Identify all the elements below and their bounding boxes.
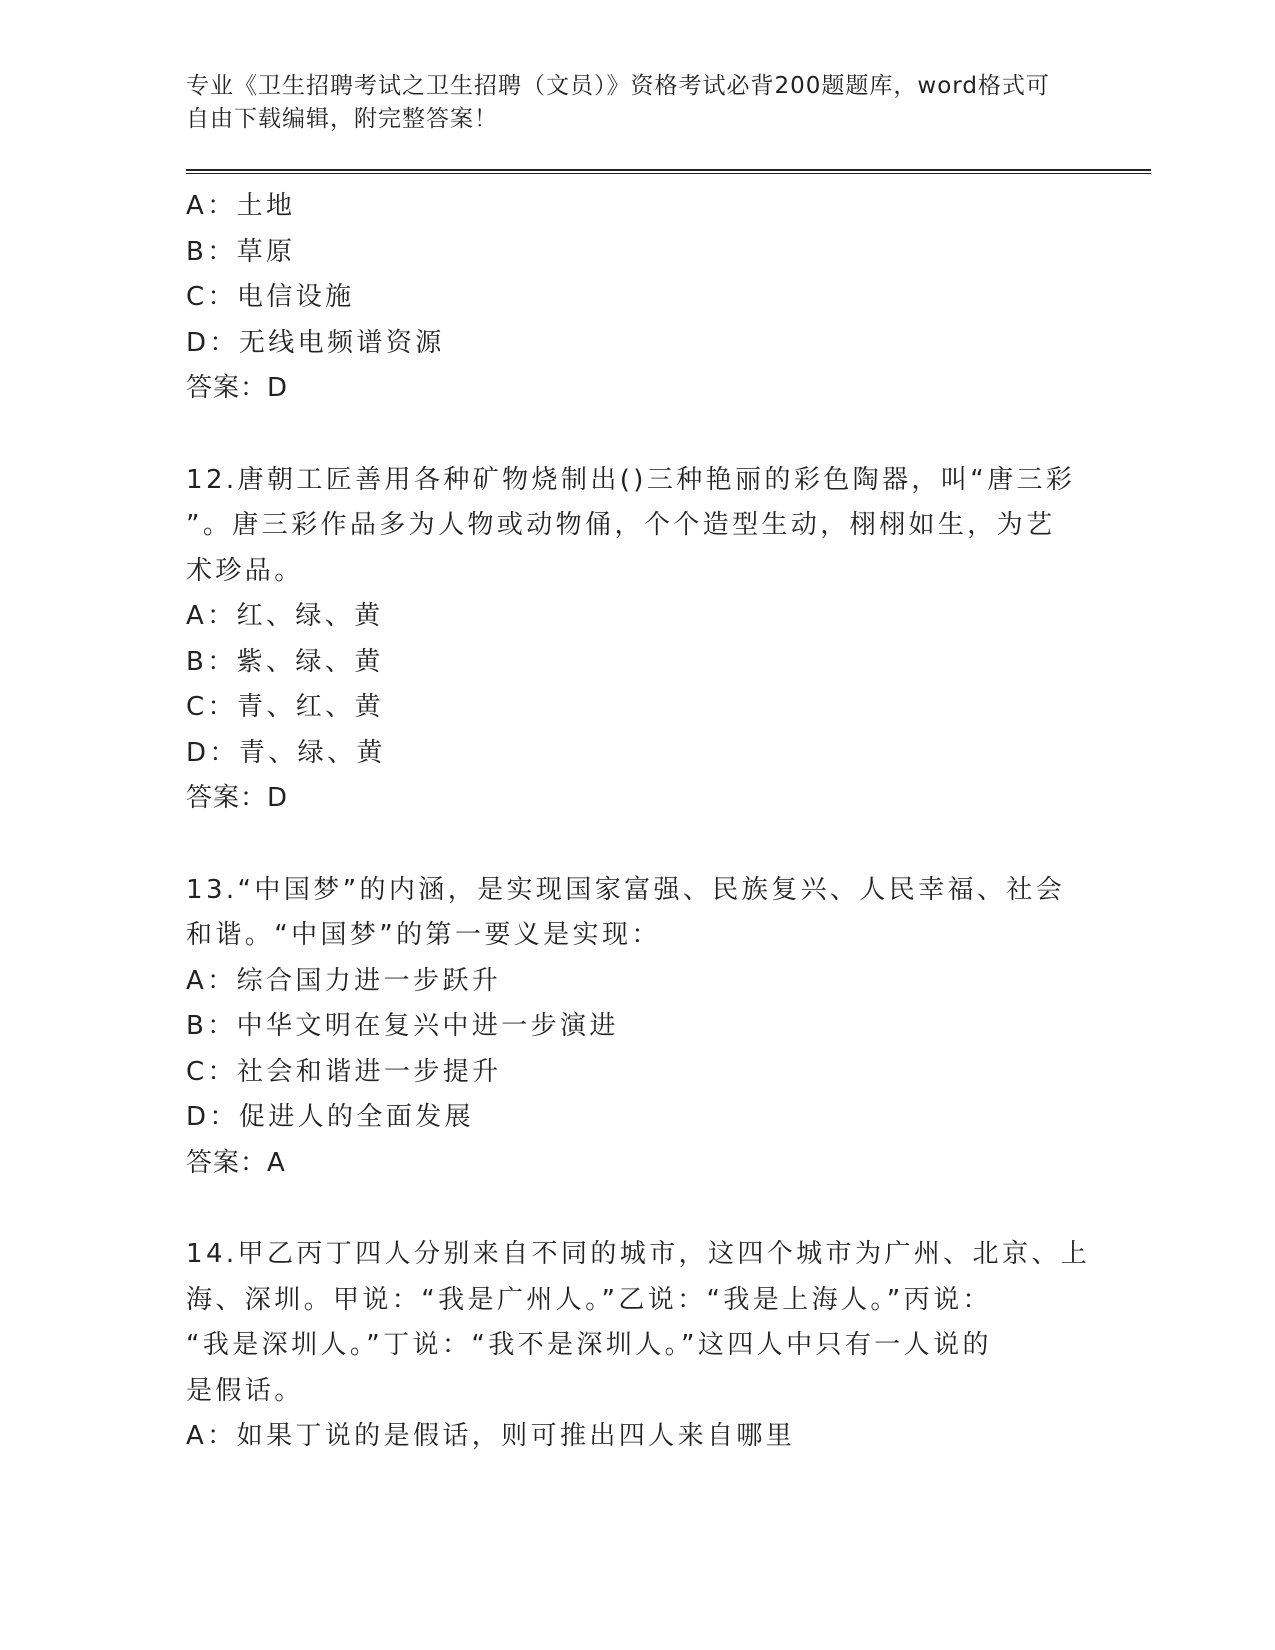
option-c: C：电信设施 xyxy=(186,282,355,312)
question-12 xyxy=(186,458,1151,822)
option-a: A：红、绿、黄 xyxy=(186,601,384,631)
document-page xyxy=(186,70,1151,1460)
option-c: C：社会和谐进一步提升 xyxy=(186,1056,502,1087)
option-a: A：综合国力进一步跃升 xyxy=(186,965,502,996)
question-stem-line: 海、深圳。甲说：“我是广州人。”乙说：“我是上海人。”丙说： xyxy=(186,1284,992,1315)
option-c: C：青、红、黄 xyxy=(186,692,384,722)
option-b: B：紫、绿、黄 xyxy=(186,646,384,677)
question-stem-line: 14.甲乙丙丁四人分别来自不同的城市，这四个城市为广州、北京、上 xyxy=(186,1239,1091,1269)
question-stem-line: 是假话。 xyxy=(186,1375,304,1406)
option-d: D：无线电频谱资源 xyxy=(186,327,445,358)
question-stem-line: “我是深圳人。”丁说：“我不是深圳人。”这四人中只有一人说的 xyxy=(186,1330,992,1360)
option-d: D：促进人的全面发展 xyxy=(186,1102,475,1132)
question-13 xyxy=(186,868,1151,1187)
question-11 xyxy=(186,184,1151,412)
question-stem-line: 12.唐朝工匠善用各种矿物烧制出()三种艳丽的彩色陶器，叫“唐三彩 xyxy=(186,464,1076,495)
document-header: 专业《卫生招聘考试之卫生招聘（文员）》资格考试必背200题题库，word格式可自由下载编辑，附完整答案！ xyxy=(186,73,1050,132)
document-content xyxy=(186,184,1151,1460)
option-a: A：土地 xyxy=(186,191,296,221)
answer: 答案：D xyxy=(186,373,289,403)
answer: 答案：A xyxy=(186,1147,286,1178)
answer: 答案：D xyxy=(186,783,289,813)
option-d: D：青、绿、黄 xyxy=(186,737,386,768)
option-a: A：如果丁说的是假话，则可推出四人来自哪里 xyxy=(186,1421,796,1451)
question-stem-line: 13.“中国梦”的内涵，是实现国家富强、民族复兴、人民幸福、社会 xyxy=(186,874,1066,905)
question-stem-line: 和谐。“中国梦”的第一要义是实现： xyxy=(186,920,661,950)
header-divider xyxy=(186,169,1151,174)
option-b: B：草原 xyxy=(186,236,296,267)
question-14 xyxy=(186,1232,1151,1460)
question-stem-line: ”。唐三彩作品多为人物或动物俑，个个造型生动，栩栩如生，为艺 xyxy=(186,510,1056,540)
question-stem-line: 术珍品。 xyxy=(186,555,304,586)
option-b: B：中华文明在复兴中进一步演进 xyxy=(186,1011,619,1041)
